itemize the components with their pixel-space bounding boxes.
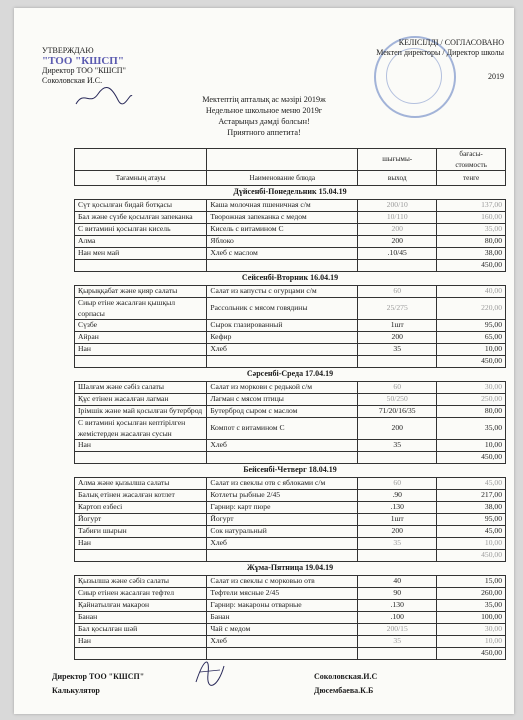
dish-kz [75, 648, 207, 660]
dish-kz: Йогурт [75, 514, 207, 526]
dish-kz: Бал қосылған шәй [75, 624, 207, 636]
dish-kz: Қырыққабат және қияр салаты [75, 286, 207, 298]
table-row [75, 490, 506, 502]
table-row [75, 588, 506, 600]
table-row [75, 576, 506, 588]
output: 200 [358, 236, 437, 248]
approval-right-position: Мектеп директоры / Директор школы [376, 48, 504, 57]
dish-kz: Сүт қосылған бидай ботқасы [75, 200, 207, 212]
dish-ru: Компот с витамином С [207, 418, 358, 440]
day-header [75, 464, 506, 478]
output: 35 [358, 538, 437, 550]
table-row [75, 406, 506, 418]
output [358, 356, 437, 368]
price: 137,00 [437, 200, 506, 212]
output: .130 [358, 600, 437, 612]
header-price [437, 149, 506, 171]
dish-ru: Хлеб с маслом [207, 248, 358, 260]
dish-kz [75, 550, 207, 562]
output [358, 260, 437, 272]
output: 200 [358, 418, 437, 440]
price: 260,00 [437, 588, 506, 600]
dish-kz: Қайнатылған макарон [75, 600, 207, 612]
price: 10,00 [437, 636, 506, 648]
dish-kz: Қызылша және сәбіз салаты [75, 576, 207, 588]
dish-kz: С витамині қосылған кептірілген жемістерден жасалған сусын [75, 418, 207, 440]
price: 10,00 [437, 440, 506, 452]
table-row [75, 298, 506, 320]
approval-right-heading: КЕЛІСІЛДІ / СОГЛАСОВАНО [398, 38, 504, 47]
day-header [75, 562, 506, 576]
header-currency: тенге [437, 171, 506, 186]
table-row [75, 612, 506, 624]
output: 200 [358, 332, 437, 344]
output: .10/45 [358, 248, 437, 260]
day-header [75, 272, 506, 286]
table-header [75, 149, 506, 171]
dish-kz: Сүзбе [75, 320, 207, 332]
output: 60 [358, 382, 437, 394]
table-row [75, 344, 506, 356]
price: 80,00 [437, 236, 506, 248]
table-row [75, 224, 506, 236]
price: 45,00 [437, 526, 506, 538]
dish-ru: Хлеб [207, 538, 358, 550]
header-dish-ru: Наименование блюда [207, 171, 358, 186]
dish-kz [75, 356, 207, 368]
dish-kz: Айран [75, 332, 207, 344]
output: .100 [358, 612, 437, 624]
output: 35 [358, 636, 437, 648]
table-row [75, 200, 506, 212]
header-price-ru: стоимость [455, 160, 487, 169]
day-title: Дүйсенбі-Понедельник 15.04.19 [75, 186, 506, 200]
dish-ru: Сок натуральный [207, 526, 358, 538]
price: 450,00 [437, 260, 506, 272]
output: 35 [358, 344, 437, 356]
price: 450,00 [437, 452, 506, 464]
dish-ru: Яблоко [207, 236, 358, 248]
dish-ru: Сырок глазированный [207, 320, 358, 332]
dish-ru: Чай с медом [207, 624, 358, 636]
menu-document [14, 8, 514, 714]
header-output-ru: выход [358, 171, 437, 186]
output: 10/110 [358, 212, 437, 224]
greeting-kz: Астарыңыз дәмді болсын! [218, 117, 310, 126]
price: 15,00 [437, 576, 506, 588]
dish-kz [75, 452, 207, 464]
output: .90 [358, 490, 437, 502]
output: 40 [358, 576, 437, 588]
dish-ru [207, 260, 358, 272]
dish-kz: Сиыр етіне жасалған қышқыл сорпасы [75, 298, 207, 320]
price: 100,00 [437, 612, 506, 624]
table-row [75, 636, 506, 648]
table-row [75, 648, 506, 660]
output: 200/10 [358, 200, 437, 212]
table-row [75, 452, 506, 464]
output [358, 550, 437, 562]
company-stamp: "ТОО "КШСП" [42, 55, 124, 67]
day-title: Сәрсенбі-Среда 17.04.19 [75, 368, 506, 382]
price: 250,00 [437, 394, 506, 406]
dish-ru: Рассольник с мясом говядины [207, 298, 358, 320]
dish-kz: Нан [75, 440, 207, 452]
dish-ru: Кефир [207, 332, 358, 344]
dish-ru: Кисель с витамином С [207, 224, 358, 236]
dish-ru: Хлеб [207, 440, 358, 452]
price: 35,00 [437, 600, 506, 612]
price: 30,00 [437, 382, 506, 394]
table-row [75, 320, 506, 332]
output [358, 648, 437, 660]
table-row [75, 502, 506, 514]
dish-ru [207, 550, 358, 562]
dish-kz: Картоп езбесі [75, 502, 207, 514]
header-kz [75, 149, 207, 171]
approval-left-heading: УТВЕРЖДАЮ [42, 46, 94, 55]
output: 71/20/16/35 [358, 406, 437, 418]
table-row [75, 478, 506, 490]
price: 160,00 [437, 212, 506, 224]
dish-ru: Салат из свеклы отв с яблоками с/м [207, 478, 358, 490]
footer-calculator-title: Калькулятор [52, 686, 100, 695]
dish-ru: Бутерброд сыром с маслом [207, 406, 358, 418]
footer-director-title: Директор ТОО "КШСП" [52, 672, 145, 681]
price: 10,00 [437, 538, 506, 550]
price: 35,00 [437, 418, 506, 440]
dish-kz: Алма және қызылша салаты [75, 478, 207, 490]
price: 220,00 [437, 298, 506, 320]
dish-ru: Гарнир: карт пюре [207, 502, 358, 514]
dish-ru: Хлеб [207, 344, 358, 356]
table-row [75, 286, 506, 298]
dish-ru: Лагман с мясом птицы [207, 394, 358, 406]
header-price-kz: бағасы- [459, 150, 483, 158]
price: 35,00 [437, 224, 506, 236]
table-header-sub [75, 171, 506, 186]
dish-kz: Балық етінен жасалған котлет [75, 490, 207, 502]
price: 95,00 [437, 514, 506, 526]
dish-ru: Хлеб [207, 636, 358, 648]
dish-ru [207, 452, 358, 464]
price: 30,00 [437, 624, 506, 636]
dish-kz: Ірімшік және май қосылған бутерброд [75, 406, 207, 418]
dish-kz: Нан [75, 344, 207, 356]
dish-kz: Алма [75, 236, 207, 248]
table-row [75, 514, 506, 526]
day-title: Сейсенбі-Вторник 16.04.19 [75, 272, 506, 286]
output: 200 [358, 224, 437, 236]
title-kz: Мектептің апталық ас мәзірі 2019ж [202, 95, 326, 104]
approval-left-person: Соколовская И.С. [42, 76, 103, 85]
dish-kz: Сиыр етінен жасалған тефтел [75, 588, 207, 600]
price: 38,00 [437, 248, 506, 260]
table-row [75, 260, 506, 272]
price: 80,00 [437, 406, 506, 418]
table-row [75, 332, 506, 344]
dish-ru: Салат из капусты с огурцами с/м [207, 286, 358, 298]
table-row [75, 212, 506, 224]
dish-ru [207, 356, 358, 368]
header-ru [207, 149, 358, 171]
dish-ru: Тефтели мясные 2/45 [207, 588, 358, 600]
table-row [75, 248, 506, 260]
output: 90 [358, 588, 437, 600]
dish-kz: Нан [75, 538, 207, 550]
dish-kz: Құс етінен жасалған лагман [75, 394, 207, 406]
dish-ru: Йогурт [207, 514, 358, 526]
header-output-kz: шығымы- [358, 149, 437, 171]
output: 25/275 [358, 298, 437, 320]
price: 38,00 [437, 502, 506, 514]
menu-body [75, 186, 506, 660]
menu-table [74, 148, 506, 660]
approval-left-position: Директор ТОО "КШСП" [42, 66, 126, 75]
greeting-ru: Приятного аппетита! [227, 128, 301, 137]
output: 200 [358, 526, 437, 538]
footer-director-name: Соколовская.И.С [314, 672, 378, 681]
table-row [75, 538, 506, 550]
day-title: Бейсенбі-Четверг 18.04.19 [75, 464, 506, 478]
day-title: Жұма-Пятница 19.04.19 [75, 562, 506, 576]
price: 10,00 [437, 344, 506, 356]
dish-kz: Бал және сүзбе қосылған запеканка [75, 212, 207, 224]
dish-ru: Салат из моркови с редькой с/м [207, 382, 358, 394]
output: .130 [358, 502, 437, 514]
price: 45,00 [437, 478, 506, 490]
price: 40,00 [437, 286, 506, 298]
output [358, 452, 437, 464]
table-row [75, 236, 506, 248]
table-row [75, 600, 506, 612]
approval-right-year: 2019 [488, 72, 504, 81]
output: 60 [358, 286, 437, 298]
approval-right [344, 38, 504, 82]
price: 65,00 [437, 332, 506, 344]
dish-ru: Каша молочная пшеничная с/м [207, 200, 358, 212]
header-dish-kz: Тағамның атауы [75, 171, 207, 186]
table-row [75, 550, 506, 562]
table-row [75, 394, 506, 406]
output: 1шт [358, 514, 437, 526]
table-row [75, 624, 506, 636]
table-row [75, 382, 506, 394]
table-row [75, 440, 506, 452]
title-ru: Недельное школьное меню 2019г [205, 106, 323, 115]
dish-ru: Котлеты рыбные 2/45 [207, 490, 358, 502]
day-header [75, 368, 506, 382]
approval-left [42, 46, 126, 86]
price: 217,00 [437, 490, 506, 502]
dish-ru: Банан [207, 612, 358, 624]
dish-ru: Гарнир: макароны отварные [207, 600, 358, 612]
dish-ru: Салат из свеклы с морковью отв [207, 576, 358, 588]
output: 60 [358, 478, 437, 490]
table-row [75, 526, 506, 538]
dish-kz: Нан мен май [75, 248, 207, 260]
table-row [75, 418, 506, 440]
price: 450,00 [437, 356, 506, 368]
output: 1шт [358, 320, 437, 332]
dish-kz [75, 260, 207, 272]
signature-icon [190, 652, 230, 692]
price: 450,00 [437, 550, 506, 562]
output: 35 [358, 440, 437, 452]
dish-kz: С витамині қосылған кисель [75, 224, 207, 236]
price: 450,00 [437, 648, 506, 660]
footer-calculator-name: Дюсембаева.К.Б [314, 686, 374, 695]
price: 95,00 [437, 320, 506, 332]
output: 50/250 [358, 394, 437, 406]
dish-kz: Нан [75, 636, 207, 648]
dish-ru: Творожная запеканка с медом [207, 212, 358, 224]
dish-kz: Табиғи шырын [75, 526, 207, 538]
day-header [75, 186, 506, 200]
output: 200/15 [358, 624, 437, 636]
dish-kz: Шалғам және сәбіз салаты [75, 382, 207, 394]
table-row [75, 356, 506, 368]
dish-kz: Банан [75, 612, 207, 624]
